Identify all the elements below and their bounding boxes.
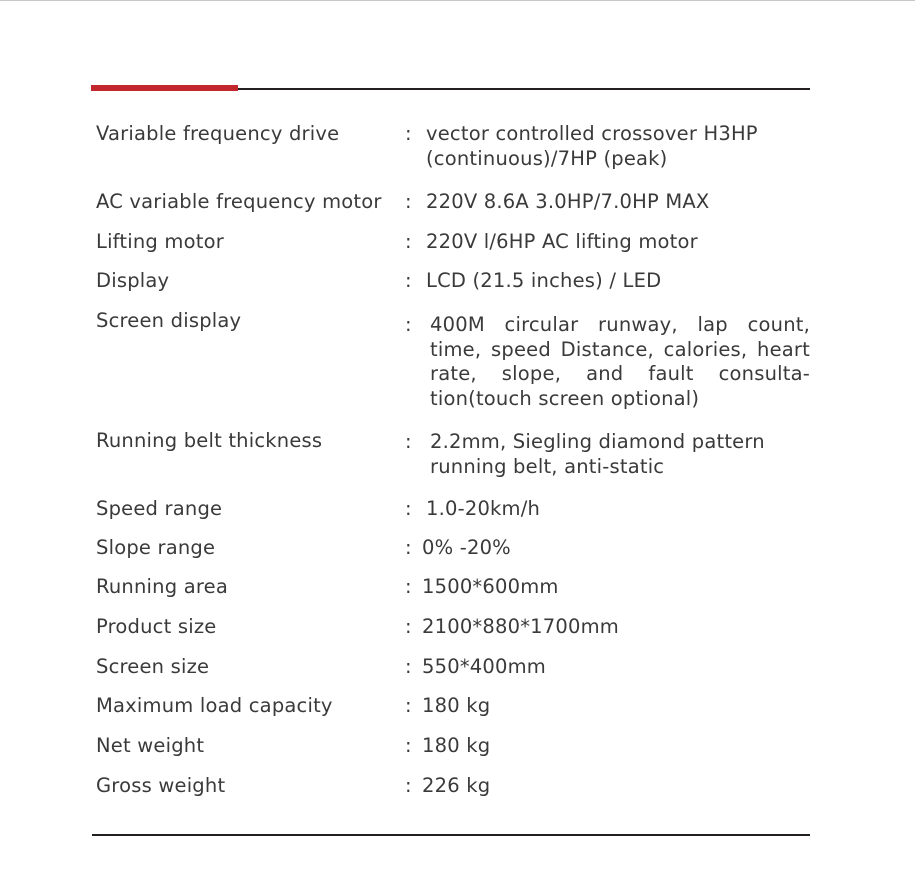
spec-value: vector controlled crossover H3HP (continuous)/7HP (peak) bbox=[426, 122, 758, 170]
spec-label: Speed range bbox=[96, 497, 223, 520]
spec-value: 220V 8.6A 3.0HP/7.0HP MAX bbox=[426, 190, 710, 213]
spec-label: Product size bbox=[96, 615, 217, 638]
spec-label: Screen size bbox=[96, 655, 210, 678]
spec-value: 0% -20% bbox=[422, 536, 511, 559]
spec-separator: : bbox=[405, 615, 412, 638]
spec-label: Lifting motor bbox=[96, 230, 224, 253]
spec-label: Net weight bbox=[96, 734, 205, 757]
spec-separator: : bbox=[405, 536, 412, 559]
page-top-border bbox=[0, 0, 915, 1]
spec-value: 2100*880*1700mm bbox=[422, 615, 619, 638]
spec-label: Screen display bbox=[96, 309, 242, 332]
spec-separator: : bbox=[405, 734, 412, 757]
spec-label: Gross weight bbox=[96, 774, 226, 797]
section-accent-bar bbox=[91, 85, 238, 91]
spec-value: 226 kg bbox=[422, 774, 491, 797]
spec-label: Slope range bbox=[96, 536, 216, 559]
spec-value: 1500*600mm bbox=[422, 575, 559, 598]
spec-label: Display bbox=[96, 269, 170, 292]
spec-label: Running area bbox=[96, 575, 228, 598]
spec-separator: : bbox=[405, 190, 412, 213]
spec-label: Variable frequency drive bbox=[96, 122, 340, 145]
spec-value: 550*400mm bbox=[422, 655, 546, 678]
spec-label: Running belt thickness bbox=[96, 429, 323, 452]
spec-separator: : bbox=[405, 497, 412, 520]
spec-value: 220V l/6HP AC lifting motor bbox=[426, 230, 698, 253]
spec-value: 180 kg bbox=[422, 734, 491, 757]
spec-value: 1.0-20km/h bbox=[426, 497, 541, 520]
spec-separator: : bbox=[405, 269, 412, 292]
spec-separator: : bbox=[405, 774, 412, 797]
spec-separator: : bbox=[405, 122, 412, 145]
spec-separator: : bbox=[405, 313, 412, 336]
spec-separator: : bbox=[405, 430, 412, 453]
section-bottom-rule bbox=[92, 834, 810, 836]
spec-separator: : bbox=[405, 230, 412, 253]
section-top-rule bbox=[238, 88, 810, 90]
spec-value: 2.2mm, Siegling diamond pattern running belt, anti-static bbox=[430, 430, 765, 478]
spec-value: LCD (21.5 inches) / LED bbox=[426, 269, 662, 292]
spec-separator: : bbox=[405, 575, 412, 598]
spec-label: Maximum load capacity bbox=[96, 694, 333, 717]
spec-value: 400M circular runway, lap count, time, speed Distance, calories, heart rate, slope, and fault consulta-tion(touch screen optional) bbox=[430, 313, 810, 410]
spec-value: 180 kg bbox=[422, 694, 491, 717]
spec-separator: : bbox=[405, 694, 412, 717]
spec-separator: : bbox=[405, 655, 412, 678]
spec-label: AC variable frequency motor bbox=[96, 190, 382, 213]
